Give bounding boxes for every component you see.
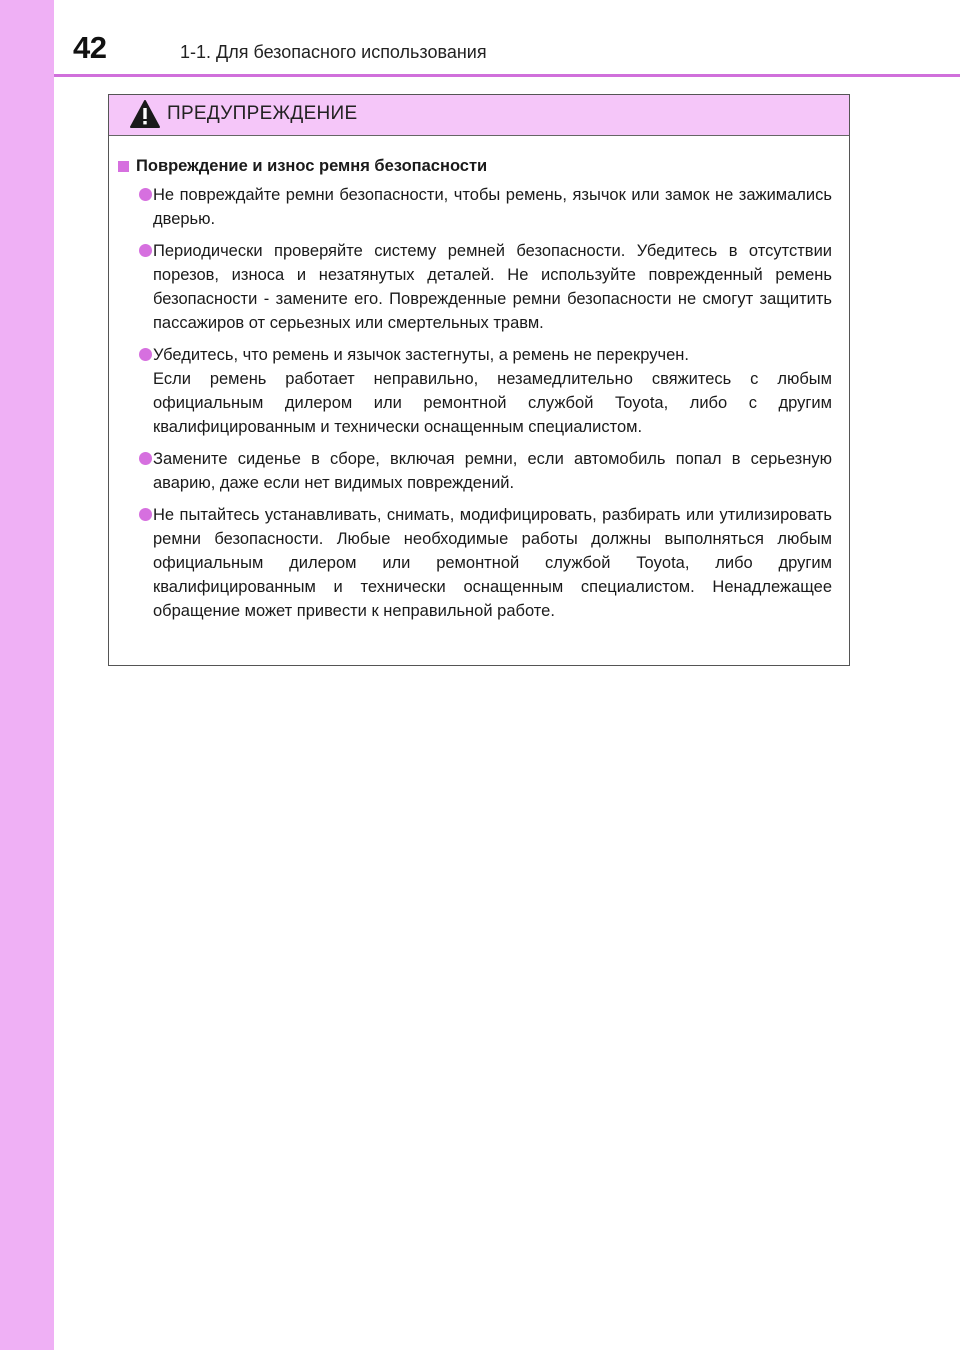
warning-item xyxy=(118,447,840,495)
warning-title: ПРЕДУПРЕЖДЕНИЕ xyxy=(167,103,358,124)
warning-subheading xyxy=(118,154,840,178)
section-title: 1-1. Для безопасного использования xyxy=(180,42,487,62)
round-bullet-icon xyxy=(139,508,152,521)
round-bullet-icon xyxy=(139,348,152,361)
warning-item-text: Убедитесь, что ремень и язычок застегнуты, а ремень не перекручен. xyxy=(153,346,689,364)
warning-item xyxy=(118,183,840,231)
warning-subheading-text: Повреждение и износ ремня безопасности xyxy=(136,157,488,175)
warning-item-text: Периодически проверяйте систему ремней безопасности. Убедитесь в отсутствии порезов, износа и незатянутых деталей. Не используйте поврежденный ремень безопасности - замените его. Поврежденные ремни безопасности не смогут защитить пассажиров от серьезных или смертельных травм. xyxy=(153,242,832,332)
page-number: 42 xyxy=(73,30,107,65)
warning-item xyxy=(118,239,840,335)
round-bullet-icon xyxy=(139,188,152,201)
header-rule xyxy=(54,74,960,77)
round-bullet-icon xyxy=(139,452,152,465)
round-bullet-icon xyxy=(139,244,152,257)
warning-item-text: Не пытайтесь устанавливать, снимать, модифицировать, разбирать или утилизировать ремни безопасности. Любые необходимые работы должны выполняться любым официальным дилером или ремонтной службой Toyota, либо другим квалифицированным и технически оснащенным специалистом. Ненадлежащее обращение может привести к неправильной работе. xyxy=(153,506,832,620)
warning-item-text: Если ремень работает неправильно, незамедлительно свяжитесь с любым официальным дилером или ремонтной службой Toyota, либо с другим квалифицированным и технически оснащенным специалистом. xyxy=(153,370,832,436)
warning-item-text: Замените сиденье в сборе, включая ремни, если автомобиль попал в серьезную аварию, даже если нет видимых повреждений. xyxy=(153,450,832,492)
warning-box xyxy=(108,94,850,666)
warning-header xyxy=(109,95,849,136)
warning-item-text: Не повреждайте ремни безопасности, чтобы ремень, язычок или замок не зажимались дверью. xyxy=(153,186,832,228)
side-color-band xyxy=(0,0,54,1350)
square-bullet-icon xyxy=(118,161,129,172)
warning-item xyxy=(118,503,840,623)
warning-item xyxy=(118,343,840,439)
warning-triangle-icon xyxy=(129,99,161,129)
warning-body xyxy=(109,136,849,623)
